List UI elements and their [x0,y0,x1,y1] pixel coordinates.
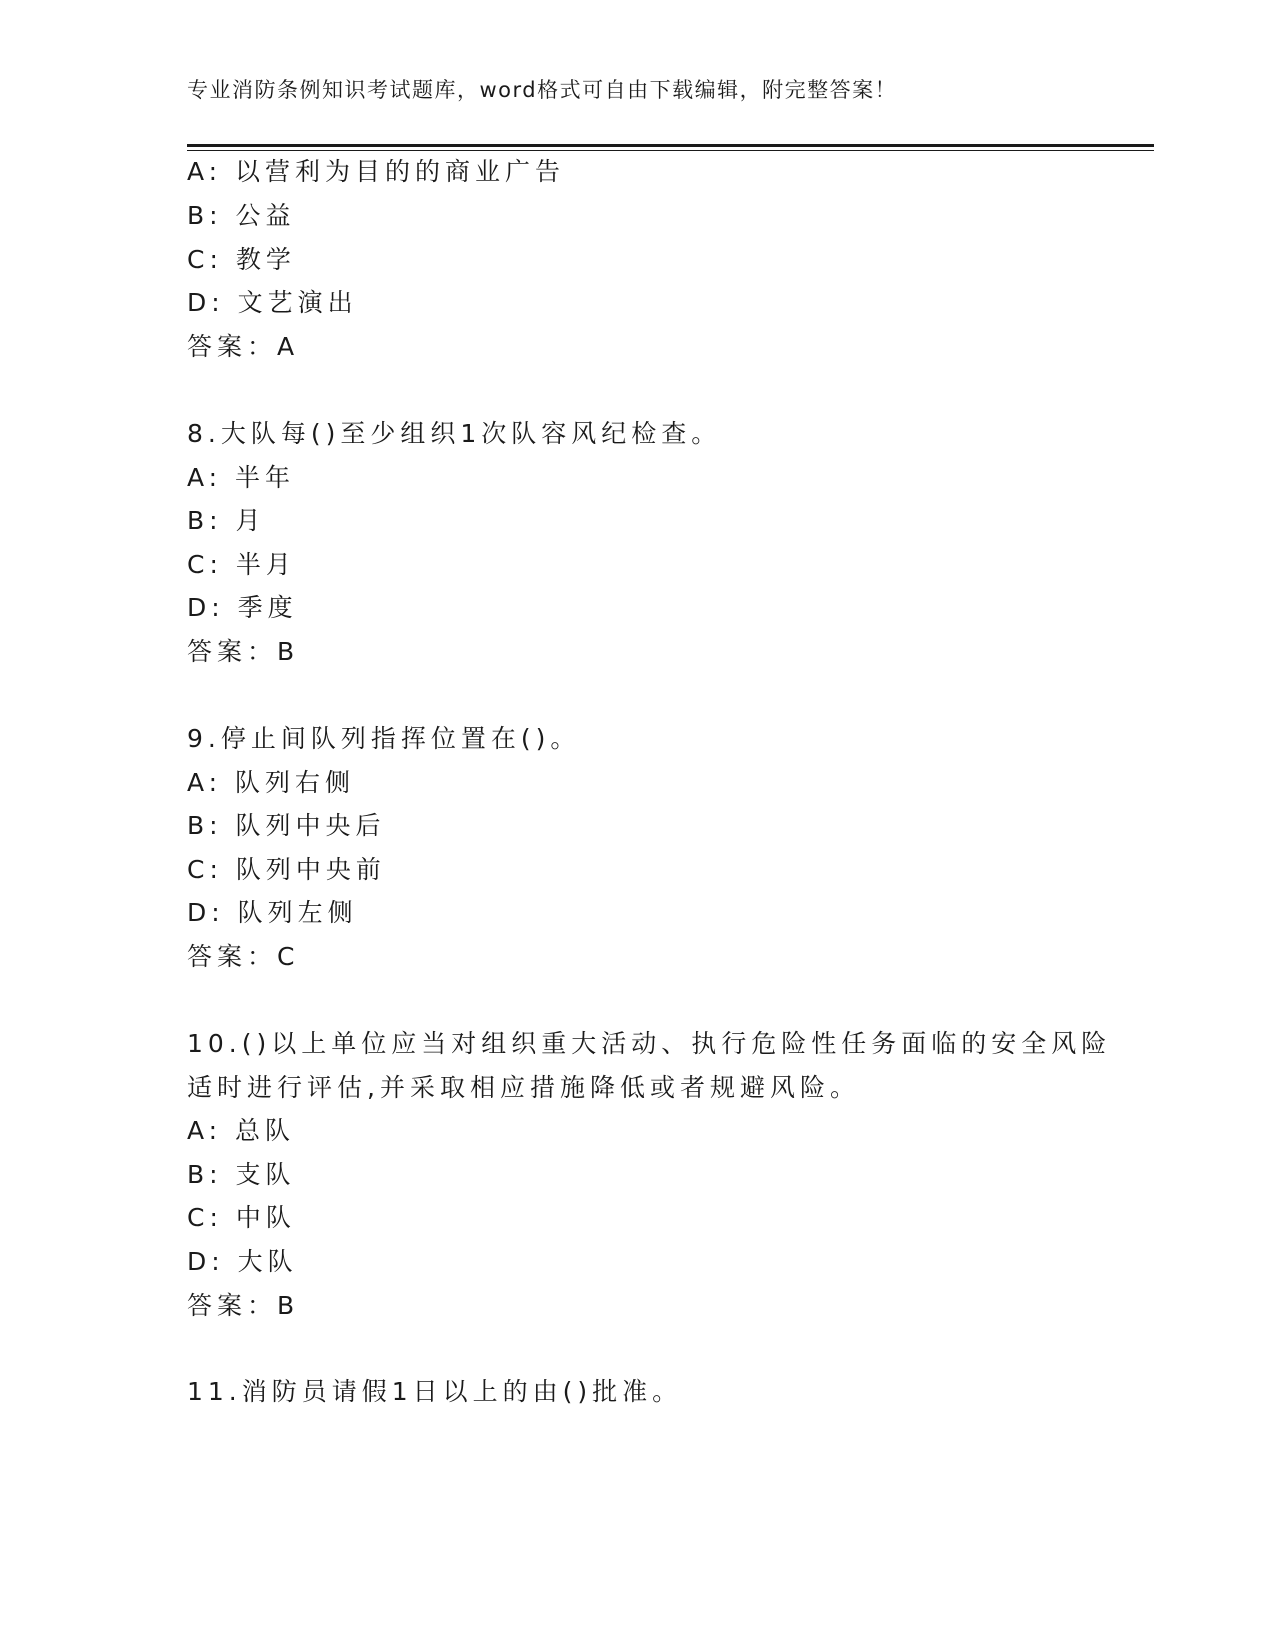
answer: 答案：C [187,942,300,971]
question-9: 9.停止间队列指挥位置在()。 [187,724,581,753]
option-d: D: 季度 [187,593,298,622]
option-b: B: 队列中央后 [187,811,386,840]
option-a: A: 队列右侧 [187,768,356,797]
option-c: C: 中队 [187,1203,296,1232]
question-11: 11.消防员请假1日以上的由()批准。 [187,1377,683,1406]
question-8: 8.大队每()至少组织1次队容风纪检查。 [187,419,722,448]
header-rule-thin [187,150,1154,151]
option-b: B: 支队 [187,1160,296,1189]
option-a: A: 以营利为目的的商业广告 [187,157,566,186]
option-d: D: 队列左侧 [187,898,358,927]
header-rule-thick [187,144,1154,147]
page-header: 专业消防条例知识考试题库，word格式可自由下载编辑，附完整答案！ [187,78,898,102]
question-10-line-2: 适时进行评估,并采取相应措施降低或者规避风险。 [187,1073,860,1102]
option-c: C: 队列中央前 [187,855,386,884]
option-a: A: 半年 [187,463,296,492]
answer: 答案：A [187,332,300,361]
option-d: D: 文艺演出 [187,288,358,317]
option-c: C: 教学 [187,245,296,274]
option-a: A: 总队 [187,1116,296,1145]
option-b: B: 月 [187,506,266,535]
answer: 答案：B [187,1291,300,1320]
option-c: C: 半月 [187,550,296,579]
answer: 答案：B [187,637,300,666]
question-10-line-1: 10.()以上单位应当对组织重大活动、执行危险性任务面临的安全风险 [187,1029,1112,1058]
option-b: B: 公益 [187,201,296,230]
option-d: D: 大队 [187,1247,298,1276]
